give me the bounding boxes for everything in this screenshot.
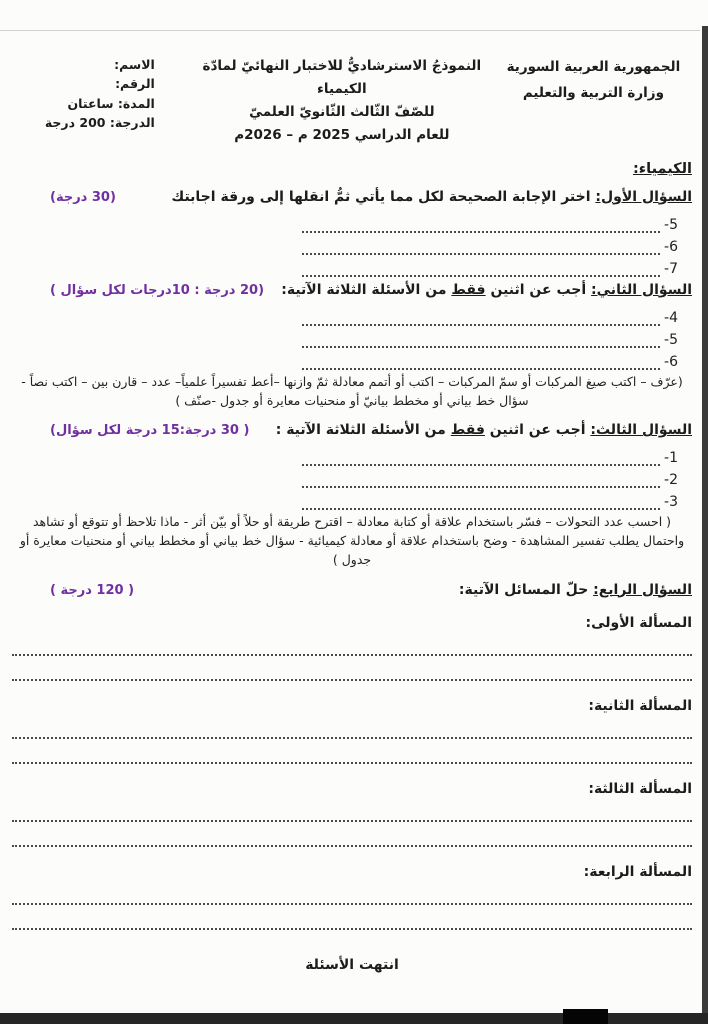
question-1-row xyxy=(12,189,692,205)
answer-blank xyxy=(302,353,660,370)
question-1-item: 6- xyxy=(12,233,678,255)
answer-line xyxy=(12,901,692,905)
problem-2-label: المسألة الثانية: xyxy=(588,697,692,714)
grade-label: الدرجة: 200 درجة xyxy=(44,115,155,131)
problem-block-1 xyxy=(12,615,692,681)
scan-artifact-notch xyxy=(563,1009,608,1024)
answer-line xyxy=(12,818,692,822)
question-2-row xyxy=(12,282,692,298)
answer-blank xyxy=(302,260,660,277)
question-3-item: 1- xyxy=(12,444,678,466)
answer-blank xyxy=(302,309,660,326)
question-3-title: السؤال الثالث: xyxy=(590,422,692,439)
question-3-note: ( احسب عدد التحولات – فسّر باستخدام علاقة أو كتابة معادلة – اقترح طريقة أو حلاً أو بيّن أثر - ماذا تلاحظ أو تتوقع أو تشاهد واحتمال يطلب تفسير المشاهدة - وضح باستخدام علاقة أو معادلة كيميائية - سؤال خط بياني أو مخطط بياني أو منحنيات معايرة أو جدول ) xyxy=(19,514,685,567)
question-1-item: 5- xyxy=(12,211,678,233)
student-info-block xyxy=(12,55,189,133)
exam-title-line3: للعام الدراسي 2025 م – 2026م xyxy=(234,126,450,143)
answer-line xyxy=(12,677,692,681)
government-header xyxy=(495,55,692,106)
answer-blank xyxy=(302,493,660,510)
student-number-label: الرقم: xyxy=(115,76,155,92)
answer-line xyxy=(12,843,692,847)
answer-blank xyxy=(302,471,660,488)
problem-1-label: المسألة الأولى: xyxy=(585,614,692,631)
exam-title-line1: النموذجُ الاسترشاديُّ للاختبار النهائيّ لمادّة الكيمياء xyxy=(202,58,482,97)
scan-artifact-bottom-bar xyxy=(0,1013,708,1024)
question-2-marks: (20 درجة : 10درجات لكل سؤال ) xyxy=(50,282,265,298)
answer-line xyxy=(12,735,692,739)
exam-title-line2: للصّفّ الثّالث الثّانويّ العلميّ xyxy=(249,103,435,120)
question-4-row xyxy=(12,582,692,598)
ministry-name: وزارة التربية والتعليم xyxy=(522,84,664,101)
question-1-item: 7- xyxy=(12,255,678,277)
question-3-row xyxy=(12,422,692,438)
question-3-text: السؤال الثالث: أجب عن اثنين فقط من الأسئلة الثلاثة الآتية : xyxy=(275,422,692,439)
answer-blank xyxy=(302,449,660,466)
answer-blank xyxy=(302,238,660,255)
problem-block-2 xyxy=(12,698,692,764)
question-1-marks: (30 درجة) xyxy=(50,189,116,205)
exam-title-block xyxy=(189,55,495,147)
student-name-label: الاسم: xyxy=(114,57,155,72)
question-2-items xyxy=(12,304,692,370)
question-2-item: 5- xyxy=(12,326,678,348)
answer-line xyxy=(12,926,692,930)
duration-label: المدة: ساعتان xyxy=(67,95,155,111)
country-name: الجمهورية العربية السورية xyxy=(506,59,681,75)
question-3-items xyxy=(12,444,692,510)
question-2-item: 6- xyxy=(12,348,678,370)
question-4-marks: ( 120 درجة ) xyxy=(50,582,135,598)
question-4-title: السؤال الرابع: xyxy=(593,581,692,598)
exam-header xyxy=(12,55,692,147)
problem-3-label: المسألة الثالثة: xyxy=(588,780,692,797)
question-2-note: (عرّف – اكتب صيغ المركبات أو سمّ المركبات – اكتب أو أتمم معادلة ثمّ وازنها –أعط تفسيراً علمياً– عدد – قارن بين – اكتب نصاً - سؤال خط بياني أو مخطط بيانيّ أو منحنيات معايرة أو جدول -صنّف ) xyxy=(21,373,683,408)
problem-block-3 xyxy=(12,781,692,847)
question-2-title: السؤال الثاني: xyxy=(591,281,692,298)
problem-4-label: المسألة الرابعة: xyxy=(583,863,692,880)
answer-blank xyxy=(302,216,660,233)
question-4-text: السؤال الرابع: حلّ المسائل الآتية: xyxy=(458,581,692,598)
question-2-item: 4- xyxy=(12,304,678,326)
answer-line xyxy=(12,652,692,656)
end-of-questions: انتهت الأسئلة xyxy=(305,956,399,973)
problem-block-4 xyxy=(12,864,692,930)
question-3-marks: ( 30 درجة:15 درجة لكل سؤال) xyxy=(50,423,250,439)
question-1-items xyxy=(12,211,692,277)
question-1-text: السؤال الأول: اختر الإجابة الصحيحة لكل مما يأتي ثمُّ انقلها إلى ورقة اجابتك xyxy=(171,188,692,205)
question-3-item: 2- xyxy=(12,466,678,488)
question-3-item: 3- xyxy=(12,488,678,510)
question-1-title: السؤال الأول: xyxy=(595,188,692,205)
question-2-text: السؤال الثاني: أجب عن اثنين فقط من الأسئلة الثلاثة الآتية: xyxy=(281,281,692,298)
answer-blank xyxy=(302,331,660,348)
subject-heading: الكيمياء: xyxy=(632,160,692,177)
answer-line xyxy=(12,760,692,764)
